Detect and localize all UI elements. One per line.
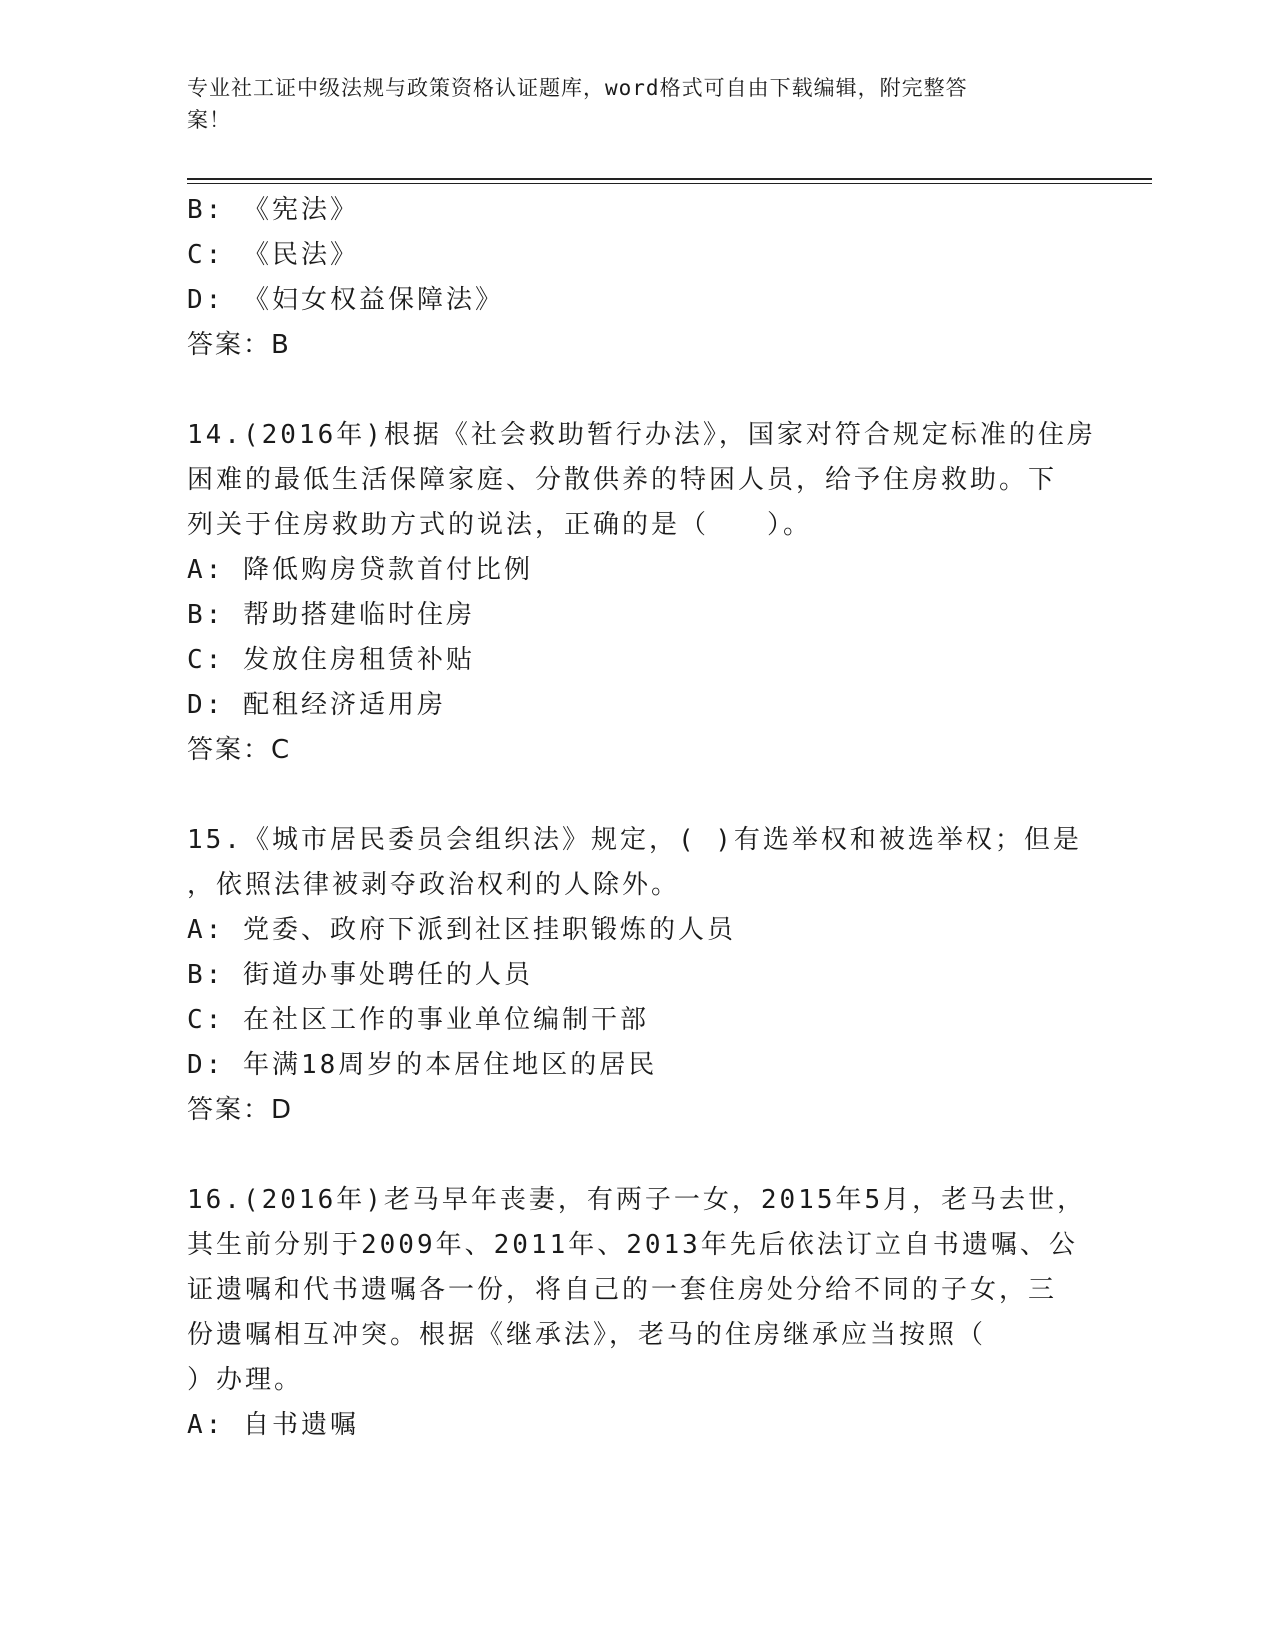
question-stem-line: 困难的最低生活保障家庭、分散供养的特困人员，给予住房救助。下: [187, 465, 1058, 495]
header-line-2: 案！: [187, 108, 231, 132]
question-stem-line: 列关于住房救助方式的说法，正确的是（ ）。: [187, 510, 813, 540]
option-b: B: 《宪法》: [187, 195, 359, 225]
question-stem-line: 证遗嘱和代书遗嘱各一份，将自己的一套住房处分给不同的子女，三: [187, 1275, 1058, 1305]
option-b: B: 街道办事处聘任的人员: [187, 960, 533, 990]
option-a: A: 党委、政府下派到社区挂职锻炼的人员: [187, 915, 736, 945]
question-stem-line: 14.(2016年)根据《社会救助暂行办法》，国家对符合规定标准的住房: [187, 420, 1096, 450]
question-stem-line: 15.《城市居民委员会组织法》规定，( )有选举权和被选举权；但是: [187, 825, 1082, 855]
option-d: D: 《妇女权益保障法》: [187, 285, 504, 315]
question-16: [187, 1178, 1087, 1448]
answer: 答案：B: [187, 330, 291, 360]
option-d: D: 年满18周岁的本居住地区的居民: [187, 1050, 658, 1080]
question-15: [187, 818, 1087, 1133]
option-b: B: 帮助搭建临时住房: [187, 600, 475, 630]
question-stem-line: 16.(2016年)老马早年丧妻，有两子一女，2015年5月，老马去世，: [187, 1185, 1087, 1215]
option-c: C: 《民法》: [187, 240, 359, 270]
question-13: [187, 188, 1087, 368]
question-stem-line: ，依照法律被剥夺政治权利的人除外。: [187, 870, 681, 900]
answer: 答案：C: [187, 735, 292, 765]
option-a: A: 降低购房贷款首付比例: [187, 555, 533, 585]
question-stem-line: 份遗嘱相互冲突。根据《继承法》，老马的住房继承应当按照（: [187, 1320, 987, 1350]
option-c: C: 发放住房租赁补贴: [187, 645, 475, 675]
option-c: C: 在社区工作的事业单位编制干部: [187, 1005, 649, 1035]
question-list: [187, 188, 1096, 1448]
question-stem-line: 其生前分别于2009年、2011年、2013年先后依法订立自书遗嘱、公: [187, 1230, 1078, 1260]
option-a: A: 自书遗嘱: [187, 1410, 359, 1440]
option-d: D: 配租经济适用房: [187, 690, 446, 720]
question-stem-line: ）办理。: [187, 1365, 304, 1395]
document-header: [187, 72, 1067, 136]
answer: 答案：D: [187, 1095, 294, 1125]
header-divider-thick: [187, 178, 1152, 180]
header-divider-thin: [187, 183, 1152, 184]
question-14: [187, 413, 1096, 773]
header-line-1: 专业社工证中级法规与政策资格认证题库，word格式可自由下载编辑，附完整答: [187, 76, 968, 100]
